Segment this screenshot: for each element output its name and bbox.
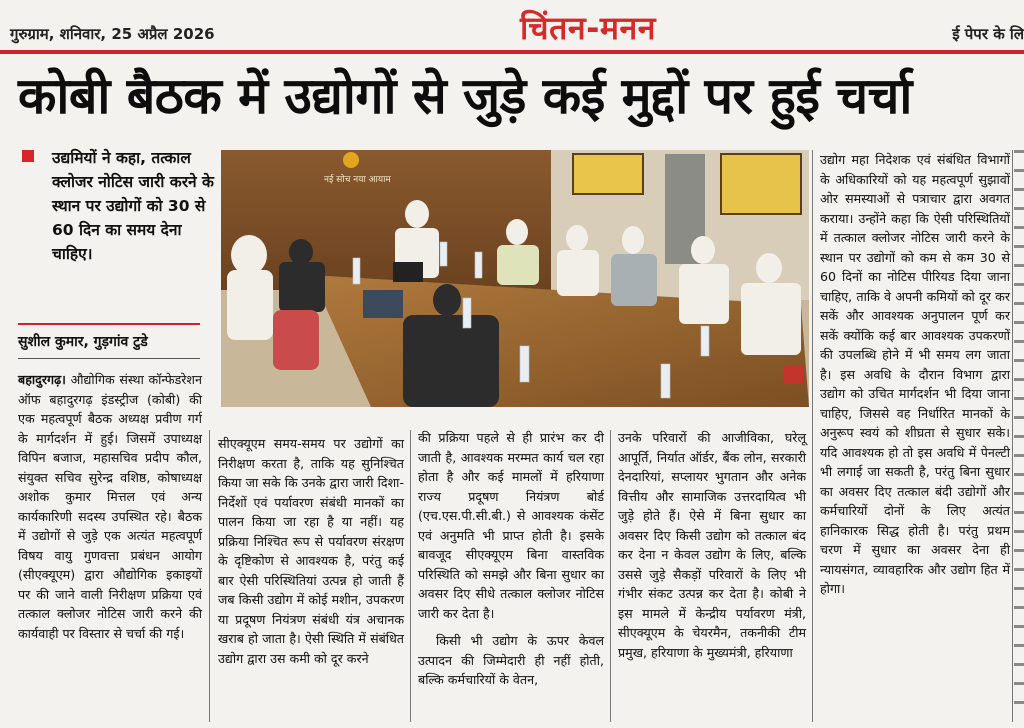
adjacent-article-edge — [1014, 150, 1024, 710]
header-divider — [0, 50, 1024, 54]
meeting-photo — [221, 150, 809, 407]
article-column-4: उनके परिवारों की आजीविका, घरेलू आपूर्ति, निर्यात ऑर्डर, बैंक लोन, सरकारी देनदारियां, सप्लायर भुगतान और अनेक वित्तीय और सामाजिक उत्तरदायित्व भी जुड़े होते हैं। ऐसे में बिना सुधार का अवसर दिए किसी उद्योग को तत्काल बंद कर देना न केवल उद्योग के लिए, बल्कि उससे जुड़े सैकड़ों परिवारों के लिए भी गंभीर संकट उत्पन्न कर देता है। कोबी ने इस मामले में केन्द्रीय पर्यावरण मंत्री, सीएक्यूएम के चेयरमैन, तकनीकी टीम प्रमुख, हरियाणा के मुख्यमंत्री, हरियाणा — [618, 430, 806, 660]
column-divider — [610, 430, 611, 722]
meeting-photo-icon — [221, 150, 809, 407]
masthead — [0, 0, 1024, 52]
byline: सुशील कुमार, गुड़गांव टुडे — [18, 334, 148, 350]
article-column-3 — [418, 428, 604, 690]
column-3-paragraph-2: किसी भी उद्योग के ऊपर केवल उत्पादन की जिम्मेदारी ही नहीं होती, बल्कि कर्मचारियों के वेतन, — [418, 633, 604, 687]
dateline: बहादुरगढ़। — [18, 372, 66, 387]
column-3-paragraph-1: की प्रक्रिया पहले से ही प्रारंभ कर दी जाती है, आवश्यक मरम्मत कार्य चल रहा होता है और कई मामलों में हरियाणा राज्य प्रदूषण नियंत्रण बोर्ड (एच.एस.पी.सी.बी.) से आवश्यक कंसेंट एवं अनुमति भी प्राप्त होती है। इसके बावजूद सीएक्यूएम बिना वास्तविक परिस्थिति को समझे और बिना सुधार का अवसर दिए सीधे तत्काल क्लोजर नोटिस जारी कर देता है। — [418, 430, 604, 621]
column-divider — [410, 430, 411, 722]
byline-top-rule — [18, 323, 200, 325]
column-divider — [1012, 150, 1013, 722]
section-title: चिंतन-मनन — [520, 9, 657, 47]
location-date: गुरुग्राम, शनिवार, 25 अप्रैल 2026 — [10, 25, 215, 43]
column-1-text: औद्योगिक संस्था कॉन्फेडरेशन ऑफ बहादुरगढ़ इंडस्ट्रीज (कोबी) की एक महत्वपूर्ण बैठक अध्यक्ष प्रवीण गर्ग के मार्गदर्शन में हुई। जिसमें उपाध्यक्ष विपिन बजाज, महासचिव प्रदीप कौल, संयुक्त सचिव सुरेन्द्र वशिष्ठ, कोषाध्यक्ष अशोक कुमार मित्तल एवं अन्य कार्यकारिणी सदस्य उपस्थित रहे। बैठक में उद्योगों से जुड़े एक अत्यंत महत्वपूर्ण विषय वायु गुणवत्ता प्रबंधन आयोग (सीएक्यूएम) द्वारा औद्योगिक इकाइयों पर की जाने वाली निरीक्षण प्रक्रिया एवं तत्काल क्लोजर नोटिस जारी करने की कार्यवाही पर विस्तार से चर्चा की गई। — [18, 372, 202, 641]
column-divider — [812, 150, 813, 722]
photo-banner-text: नई सोच नया आयाम — [324, 175, 391, 185]
epaper-link[interactable]: ई पेपर के लि — [952, 25, 1024, 43]
article-column-5: उद्योग महा निदेशक एवं संबंधित विभागों के अधिकारियों को यह महत्वपूर्ण सुझावों ओर समस्याओं से पत्राचार द्वारा अवगत कराया। उन्होंने कहा कि ऐसी परिस्थितियों में तत्काल क्लोजर नोटिस जारी करने के स्थान पर उद्योगों को कम से कम 30 से 60 दिनों का नोटिस पीरियड दिया जाना चाहिए, ताकि वे अपनी कमियों को दूर कर सकें और आवश्यक अनुपालन पूर्ण कर सकें क्योंकि कई बार आवश्यक उपकरणों की उपलब्धि होने में भी समय लग जाता है। इस अवधि के दौरान विभाग द्वारा उद्योग को उचित मार्गदर्शन भी दिया जाना चाहिए, जिससे वह निर्धारित मानकों के अनुरूप स्वयं को शीघ्रता से सुधार सके। यदि आवश्यक हो तो इस अवधि में पेनल्टी भी लगाई जा सकती है, परंतु बिना सुधार का अवसर दिए तत्काल बंदी उद्योगों और कर्मचारियों दोनों के लिए अत्यंत हानिकारक सिद्ध होती है। परंतु प्रथम चरण में सुधार का अवसर देना ही न्यायसंगत, व्यावहारिक और उद्योग हित में होगा। — [820, 152, 1010, 596]
article-column-1 — [18, 370, 202, 643]
article-column-2: सीएक्यूएम समय-समय पर उद्योगों का निरीक्षण करता है, ताकि यह सुनिश्चित किया जा सके कि उनके द्वारा जारी दिशा-निर्देशों एवं पर्यावरण संबंधी मानकों का पालन किया जा रहा है या नहीं। यह प्रक्रिया निश्चित रूप से पर्यावरण संरक्षण के दृष्टिकोण से आवश्यक है, परंतु कई बार ऐसी परिस्थितियां उत्पन्न हो जाती हैं जब किसी उद्योग में कोई मशीन, उपकरण या प्रदूषण नियंत्रण संबंधी यंत्र अचानक खराब हो जाता है। ऐसी स्थिति में संबंधित उद्योग द्वारा उस कमी को दूर करने — [218, 436, 404, 666]
red-square-bullet-icon — [22, 150, 34, 162]
column-divider — [209, 430, 210, 722]
pull-quote-text: उद्यमियों ने कहा, तत्काल क्लोजर नोटिस जारी करने के स्थान पर उद्योगों को 30 से 60 दिन का समय देना चाहिए। — [52, 149, 214, 263]
headline: कोबी बैठक में उद्योगों से जुड़े कई मुद्दों पर हुई चर्चा — [18, 67, 912, 125]
byline-bottom-rule — [18, 358, 200, 359]
